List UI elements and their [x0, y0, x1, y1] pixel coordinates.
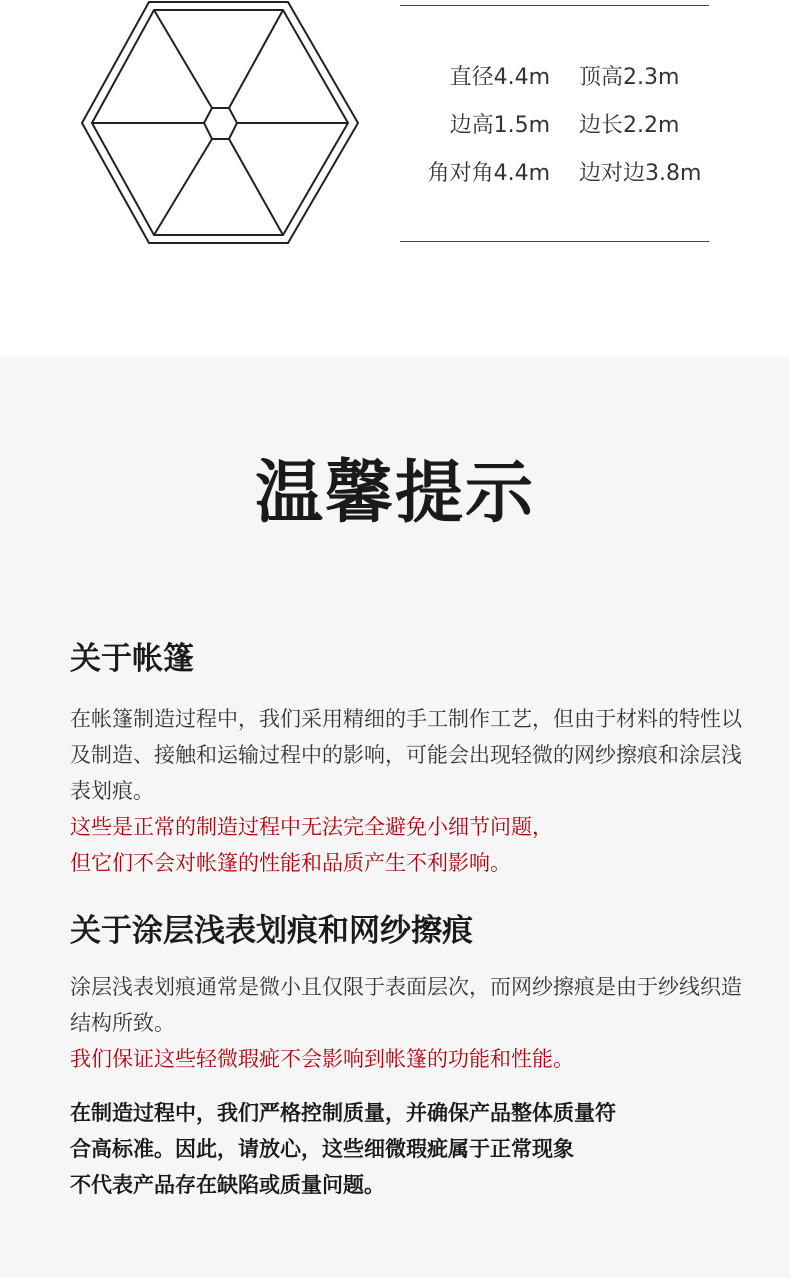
spec-list — [400, 58, 730, 202]
spec-section — [0, 0, 790, 357]
about-tent-section — [70, 637, 750, 881]
divider-top — [400, 5, 709, 6]
about-tent-heading: 关于帐篷 — [70, 641, 194, 677]
tips-title: 温馨提示 — [254, 454, 535, 533]
spec-row — [400, 154, 730, 202]
rib-bottom-right — [229, 139, 283, 235]
spec-row — [400, 58, 730, 106]
spec-row — [400, 106, 730, 154]
spec-top-height: 顶高2.3m — [579, 65, 680, 90]
rib-top-left — [154, 10, 212, 108]
about-tent-note-line1: 这些是正常的制造过程中无法完全避免小细节问题， — [70, 815, 553, 839]
spec-side-height: 边高1.5m — [449, 113, 550, 138]
about-scratches-section — [70, 909, 750, 1077]
about-tent-note-line2: 但它们不会对帐篷的性能和品质产生不利影响。 — [70, 851, 511, 875]
spec-side-to-side: 边对边3.8m — [579, 161, 702, 186]
divider-bottom — [400, 241, 709, 242]
spec-side-length: 边长2.2m — [579, 113, 680, 138]
about-scratches-body: 涂层浅表划痕通常是微小且仅限于表面层次，而网纱擦痕是由于纱线织造结构所致。 — [70, 975, 742, 1035]
closing-line1: 在制造过程中，我们严格控制质量，并确保产品整体质量符 — [70, 1101, 616, 1125]
about-tent-body: 在帐篷制造过程中，我们采用精细的手工制作工艺，但由于材料的特性以及制造、接触和运输过程中的影响，可能会出现轻微的网纱擦痕和涂层浅表划痕。 — [70, 707, 742, 803]
tips-section — [0, 357, 790, 1278]
hexagon-tent-diagram — [0, 0, 370, 250]
spec-diameter: 直径4.4m — [449, 65, 550, 90]
rib-bottom-left — [154, 139, 212, 235]
rib-top-right — [229, 10, 283, 108]
closing-section — [70, 1095, 750, 1203]
closing-line2: 合高标准。因此，请放心，这些细微瑕疵属于正常现象 — [70, 1137, 574, 1161]
hexagon-center — [204, 108, 237, 139]
closing-line3: 不代表产品存在缺陷或质量问题。 — [70, 1173, 385, 1197]
about-scratches-note: 我们保证这些轻微瑕疵不会影响到帐篷的功能和性能。 — [70, 1047, 574, 1071]
spec-corner-to-corner: 角对角4.4m — [427, 161, 550, 186]
about-scratches-heading: 关于涂层浅表划痕和网纱擦痕 — [70, 913, 473, 949]
